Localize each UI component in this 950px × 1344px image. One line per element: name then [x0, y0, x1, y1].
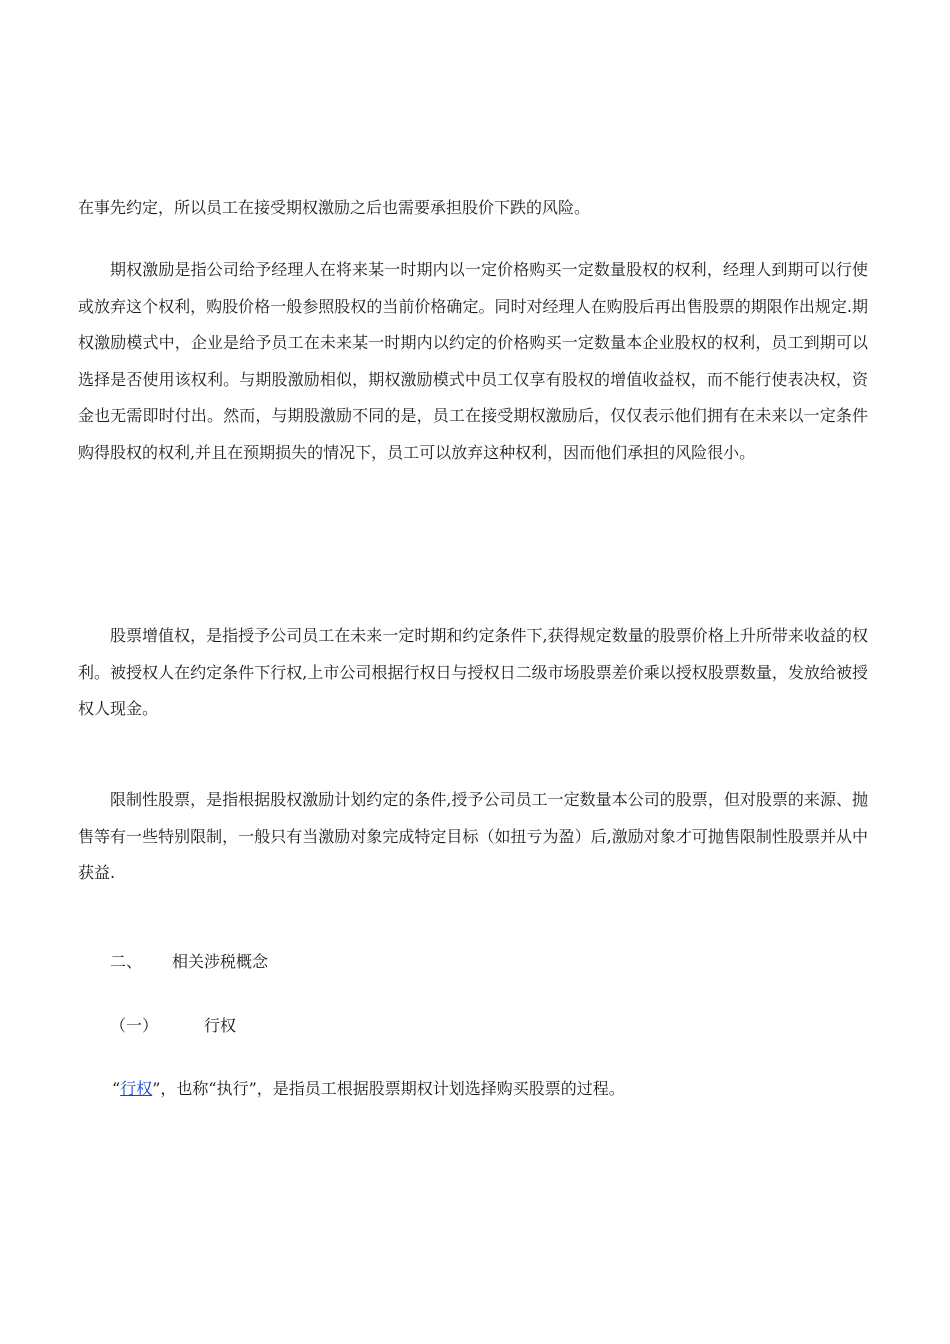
section-title: 相关涉税概念	[172, 952, 269, 971]
section-heading	[110, 952, 268, 972]
subsection-number: （一）	[110, 1016, 159, 1035]
definition-line	[112, 1079, 625, 1099]
subsection-title: 行权	[204, 1016, 237, 1035]
paragraph-stock-appreciation-rights: 股票增值权，是指授予公司员工在未来一定时期和约定条件下,获得规定数量的股票价格上升所带来收益的权利。被授权人在约定条件下行权,上市公司根据行权日与授权日二级市场股票差价乘以授权股票数量，发放给被授权人现金。	[78, 626, 868, 718]
paragraph-restricted-stock: 限制性股票，是指根据股权激励计划约定的条件,授予公司员工一定数量本公司的股票，但对股票的来源、抛售等有一些特别限制，一般只有当激励对象完成特定目标（如扭亏为盈）后,激励对象才可抛售限制性股票并从中获益.	[78, 790, 868, 882]
section-number: 二、	[110, 952, 143, 971]
exercise-link[interactable]: 行权	[120, 1079, 153, 1098]
open-quote: “	[112, 1079, 121, 1098]
paragraph-continuation: 在事先约定，所以员工在接受期权激励之后也需要承担股价下跌的风险。	[78, 198, 591, 217]
subsection-heading	[110, 1016, 236, 1036]
definition-text: ”，也称“执行”，是指员工根据股票期权计划选择购买股票的过程。	[152, 1079, 625, 1098]
paragraph-option-incentive: 期权激励是指公司给予经理人在将来某一时期内以一定价格购买一定数量股权的权利，经理人到期可以行使或放弃这个权利，购股价格一般参照股权的当前价格确定。同时对经理人在购股后再出售股票的期限作出规定.期权激励模式中，企业是给予员工在未来某一时期内以约定的价格购买一定数量本企业股权的权利，员工到期可以选择是否使用该权利。与期股激励相似，期权激励模式中员工仅享有股权的增值收益权，而不能行使表决权，资金也无需即时付出。然而，与期股激励不同的是，员工在接受期权激励后，仅仅表示他们拥有在未来以一定条件购得股权的权利,并且在预期损失的情况下，员工可以放弃这种权利，因而他们承担的风险很小。	[78, 260, 868, 462]
